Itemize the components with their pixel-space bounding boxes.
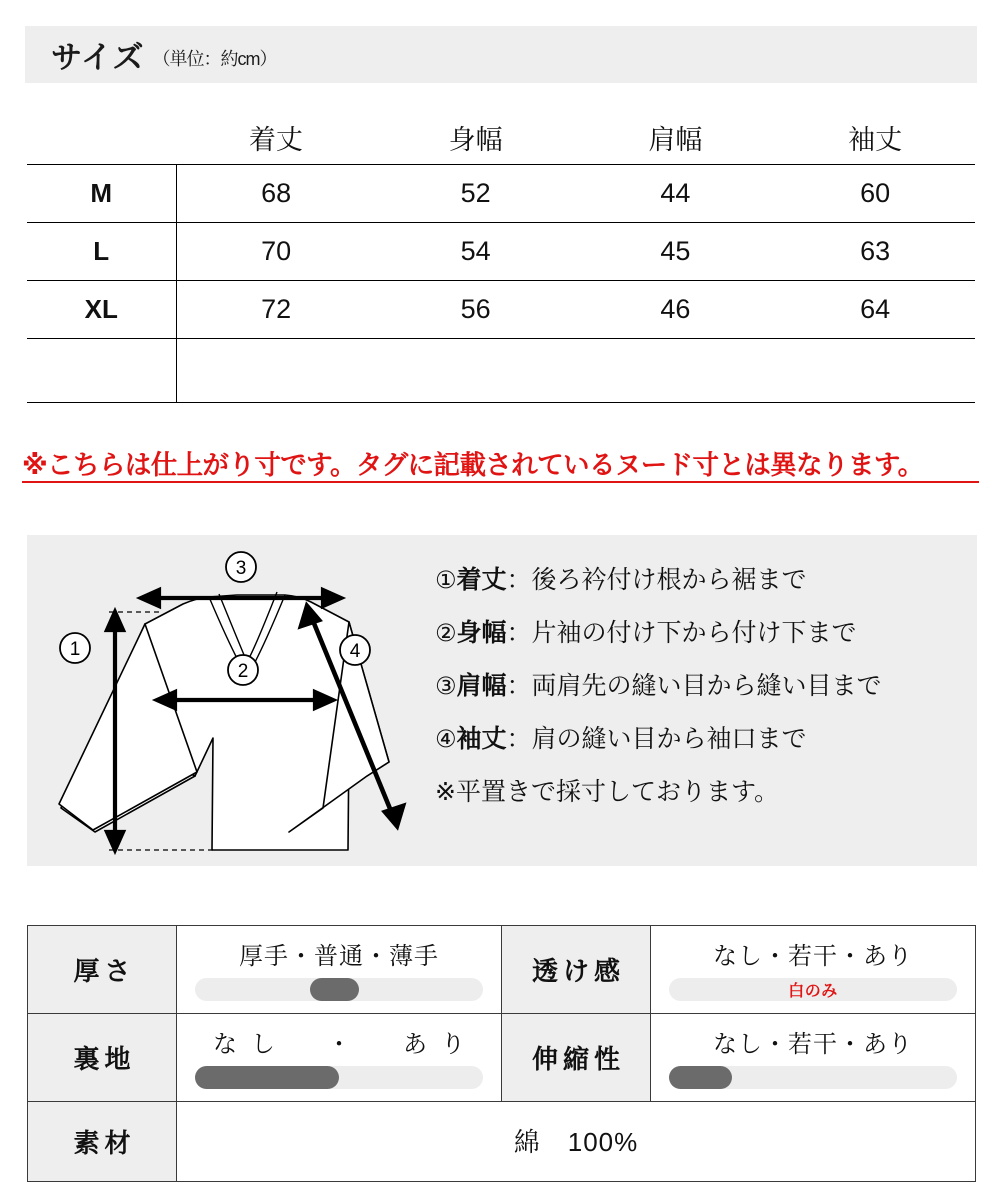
attr-label-material: 素材 <box>28 1102 177 1182</box>
cell-sleeve <box>775 338 975 402</box>
cell-length: 72 <box>176 280 376 338</box>
table-row <box>28 1014 976 1102</box>
material-text: 綿 100% <box>513 1127 639 1157</box>
lining-scale-text: なし ・ あり <box>213 1031 479 1058</box>
legend-sep-2: ： <box>506 619 532 647</box>
legend-item-2 <box>435 610 882 657</box>
legend-desc-1: 後ろ衿付け根から裾まで <box>531 566 807 594</box>
cell-length: 68 <box>176 164 376 222</box>
size-table <box>27 112 975 403</box>
lining-slider-fill[interactable] <box>195 1066 339 1089</box>
cell-sleeve: 60 <box>775 164 975 222</box>
table-row-empty <box>27 338 975 402</box>
attr-value-thickness <box>177 926 502 1014</box>
marker-2-label: 2 <box>237 661 249 682</box>
cell-length: 70 <box>176 222 376 280</box>
marker-1-label: 1 <box>69 639 81 660</box>
legend-item-4 <box>435 716 882 763</box>
cell-shoulder: 44 <box>576 164 776 222</box>
stretch-slider[interactable] <box>669 1066 957 1089</box>
legend-sep-1: ： <box>506 566 532 594</box>
table-row <box>28 1102 976 1182</box>
sheerness-slider[interactable] <box>669 978 957 1001</box>
cell-chest <box>376 338 576 402</box>
attr-value-lining <box>177 1014 502 1102</box>
cell-chest: 52 <box>376 164 576 222</box>
size-table-body <box>27 164 975 402</box>
row-size-label: XL <box>27 280 176 338</box>
measurement-notice: ※こちらは仕上がり寸です。タグに記載されているヌード寸とは異なります。 <box>22 450 924 480</box>
column-header-length: 着丈 <box>248 125 303 156</box>
table-row <box>28 926 976 1014</box>
cell-sleeve: 64 <box>775 280 975 338</box>
row-size-label: M <box>27 164 176 222</box>
size-section-header <box>25 26 977 83</box>
attr-label-sheerness: 透け感 <box>502 926 651 1014</box>
attr-label-lining: 裏地 <box>28 1014 177 1102</box>
legend-marker-3: ③ <box>435 673 457 700</box>
legend-sep-4: ： <box>506 725 532 753</box>
attr-label-thickness: 厚さ <box>28 926 177 1014</box>
sheerness-scale-text: なし・若干・あり <box>713 943 913 970</box>
cell-shoulder: 45 <box>576 222 776 280</box>
table-header-row <box>27 112 975 164</box>
legend-marker-2: ② <box>435 620 457 647</box>
notice-underline <box>22 481 979 483</box>
table-row <box>27 164 975 222</box>
marker-3-label: 3 <box>235 558 247 579</box>
cell-shoulder <box>576 338 776 402</box>
row-size-label: L <box>27 222 176 280</box>
diagram-legend <box>435 557 882 816</box>
measurement-diagram-panel <box>27 535 977 866</box>
legend-item-3 <box>435 663 882 710</box>
attr-value-material <box>177 1102 976 1182</box>
marker-4-label: 4 <box>349 641 361 662</box>
legend-key-1: 着丈 <box>456 566 507 594</box>
attribute-table <box>27 925 976 1182</box>
cell-sleeve: 63 <box>775 222 975 280</box>
column-header-size <box>27 112 176 164</box>
size-table-head <box>27 112 975 164</box>
unit-note: （単位：約cm） <box>152 48 277 69</box>
table-row <box>27 222 975 280</box>
legend-marker-1: ① <box>435 567 457 594</box>
stretch-scale-text: なし・若干・あり <box>713 1031 913 1058</box>
legend-sep-3: ： <box>506 672 532 700</box>
legend-key-2: 身幅 <box>456 619 507 647</box>
legend-desc-3: 両肩先の縫い目から縫い目まで <box>531 672 882 700</box>
cell-chest: 54 <box>376 222 576 280</box>
legend-item-1 <box>435 557 882 604</box>
shirt-diagram-icon <box>37 540 427 862</box>
legend-key-3: 肩幅 <box>456 672 507 700</box>
cell-length <box>176 338 376 402</box>
attr-value-stretch <box>651 1014 976 1102</box>
thickness-slider-knob[interactable] <box>310 978 359 1001</box>
attr-label-stretch: 伸縮性 <box>502 1014 651 1102</box>
table-row <box>27 280 975 338</box>
thickness-slider[interactable] <box>195 978 483 1001</box>
legend-key-4: 袖丈 <box>456 725 507 753</box>
cell-shoulder: 46 <box>576 280 776 338</box>
lining-slider[interactable] <box>195 1066 483 1089</box>
cell-chest: 56 <box>376 280 576 338</box>
column-header-chest: 身幅 <box>448 125 503 156</box>
legend-desc-2: 片袖の付け下から付け下まで <box>531 619 857 647</box>
attr-value-sheerness <box>651 926 976 1014</box>
legend-footnote: ※平置きで採寸しております。 <box>435 778 779 806</box>
sheerness-note: 白のみ <box>788 983 838 1000</box>
column-header-sleeve: 袖丈 <box>848 125 903 156</box>
column-header-shoulder: 肩幅 <box>648 125 703 156</box>
stretch-slider-fill[interactable] <box>669 1066 732 1089</box>
legend-marker-4: ④ <box>435 726 457 753</box>
thickness-scale-text: 厚手・普通・薄手 <box>239 943 439 970</box>
legend-desc-4: 肩の縫い目から袖口まで <box>531 725 807 753</box>
page-title: サイズ <box>51 40 145 75</box>
row-size-label <box>27 338 176 402</box>
